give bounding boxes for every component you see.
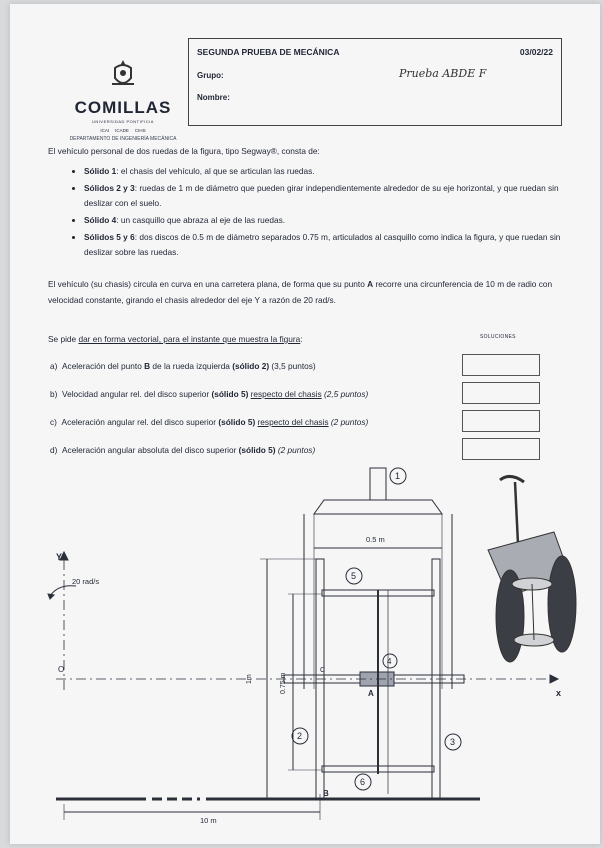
chassis-handle [370, 468, 386, 500]
segway-3d-illustration [488, 476, 576, 662]
question-points: (2,5 puntos) [321, 389, 369, 399]
question-bold: (sólido 2) [232, 361, 270, 371]
question-text: Aceleración angular absoluta del disco superior [62, 445, 239, 455]
solid-label: Sólido 1 [84, 166, 117, 176]
exam-title: SEGUNDA PRUEBA DE MECÁNICA [197, 47, 340, 57]
origin-label: O [58, 665, 65, 674]
question-text: Aceleración del punto [62, 361, 145, 371]
statement-point: A [367, 279, 374, 289]
statement-post: recorre una circunferencia de 10 m de radio con velocidad constante, girando el chasis alrededor del eje Y a razón de 20 rad/s. [48, 279, 553, 305]
prompt-post: : [300, 334, 303, 344]
prompt-pre: Se pide [48, 334, 79, 344]
y-axis-label: Y [56, 552, 63, 562]
exam-sheet [10, 4, 600, 844]
solid-text: : el chasis del vehículo, al que se articulan las ruedas. [116, 166, 315, 176]
question-letter: b) [50, 389, 58, 399]
grupo-label: Grupo: [197, 71, 224, 80]
steering-post [515, 482, 518, 544]
dim-label-10m: 10 m [200, 816, 217, 825]
solid-5-number: 5 [351, 571, 357, 581]
dim-label-075: 0.75 m [280, 672, 287, 694]
logo-subtitle: UNIVERSIDAD PONTIFICIA [92, 119, 154, 124]
question-letter: c) [50, 417, 57, 427]
solid-4-number: 4 [387, 657, 392, 666]
x-axis-label: x [556, 688, 562, 698]
dim-label-05: 0.5 m [366, 535, 385, 544]
rotation-arrow [50, 586, 76, 596]
question-bold: B [144, 361, 151, 371]
solid-text: : un casquillo que abraza al eje de las ruedas. [116, 215, 286, 225]
question-bold: (sólido 5) [218, 417, 256, 427]
question-underlined: respecto del chasis [257, 417, 329, 427]
handlebar [500, 476, 524, 482]
solid-3-number: 3 [450, 737, 456, 747]
logo-school: CIHS [134, 128, 146, 133]
solid-2-number: 2 [297, 731, 303, 741]
point-b-label: B [323, 789, 329, 798]
exam-date: 03/02/22 [519, 47, 553, 57]
question-points: (2 puntos) [328, 417, 369, 427]
handwritten-group: Prueba ABDE F [399, 67, 487, 80]
omega-label: 20 rad/s [72, 577, 100, 586]
logo-school: ICAI [100, 128, 110, 133]
solid-label: Sólido 4 [84, 215, 117, 225]
disc-3d-shaft [532, 584, 534, 640]
question-points: (2 puntos) [277, 445, 316, 455]
question-text: Velocidad angular rel. del disco superior [62, 389, 212, 399]
solid-text: : dos discos de 0.5 m de diámetro separados 0.75 m, articulados al casquillo como indica la figura, y que ruedan sin deslizar sobre las ruedas. [84, 232, 561, 257]
solid-1-number: 1 [395, 471, 401, 481]
solid-6-number: 6 [360, 777, 366, 787]
logo-school: ICADE [115, 128, 129, 133]
question-text: de la rueda izquierda [150, 361, 233, 371]
chassis-top [314, 500, 442, 514]
solid-text: : ruedas de 1 m de diámetro que pueden girar independientemente alrededor de su eje horizontal, y que ruedan sin deslizar con el suelo. [84, 183, 559, 208]
question-bold: (sólido 5) [211, 389, 249, 399]
rotation-arrow-head [48, 594, 54, 599]
question-points: (3,5 puntos) [269, 361, 316, 371]
x-axis-arrow [550, 675, 558, 683]
question-bold: (sólido 5) [238, 445, 276, 455]
question-letter: d) [50, 445, 58, 455]
nombre-label: Nombre: [197, 93, 230, 102]
point-a-label: A [368, 689, 374, 698]
question-letter: a) [50, 361, 58, 371]
point-c-label: C [320, 667, 326, 674]
segway-figure [10, 4, 600, 844]
statement-pre: El vehículo (su chasis) circula en curva en una carretera plana, de forma que su punto [48, 279, 368, 289]
logo-name: COMILLAS [74, 98, 172, 117]
solid-label: Sólidos 5 y 6 [84, 232, 135, 242]
question-underlined: respecto del chasis [250, 389, 322, 399]
question-text: Aceleración angular rel. del disco superior [61, 417, 219, 427]
dim-label-1m: 1m [246, 674, 253, 684]
solutions-label: SOLUCIONES [480, 334, 516, 340]
intro-text: El vehículo personal de dos ruedas de la figura, tipo Segway®, consta de: [48, 146, 320, 156]
logo-department: DEPARTAMENTO DE INGENIERÍA MECÁNICA [69, 136, 177, 142]
prompt-underlined: dar en forma vectorial, para el instante que muestra la figura [78, 334, 301, 344]
solid-label: Sólidos 2 y 3 [84, 183, 135, 193]
